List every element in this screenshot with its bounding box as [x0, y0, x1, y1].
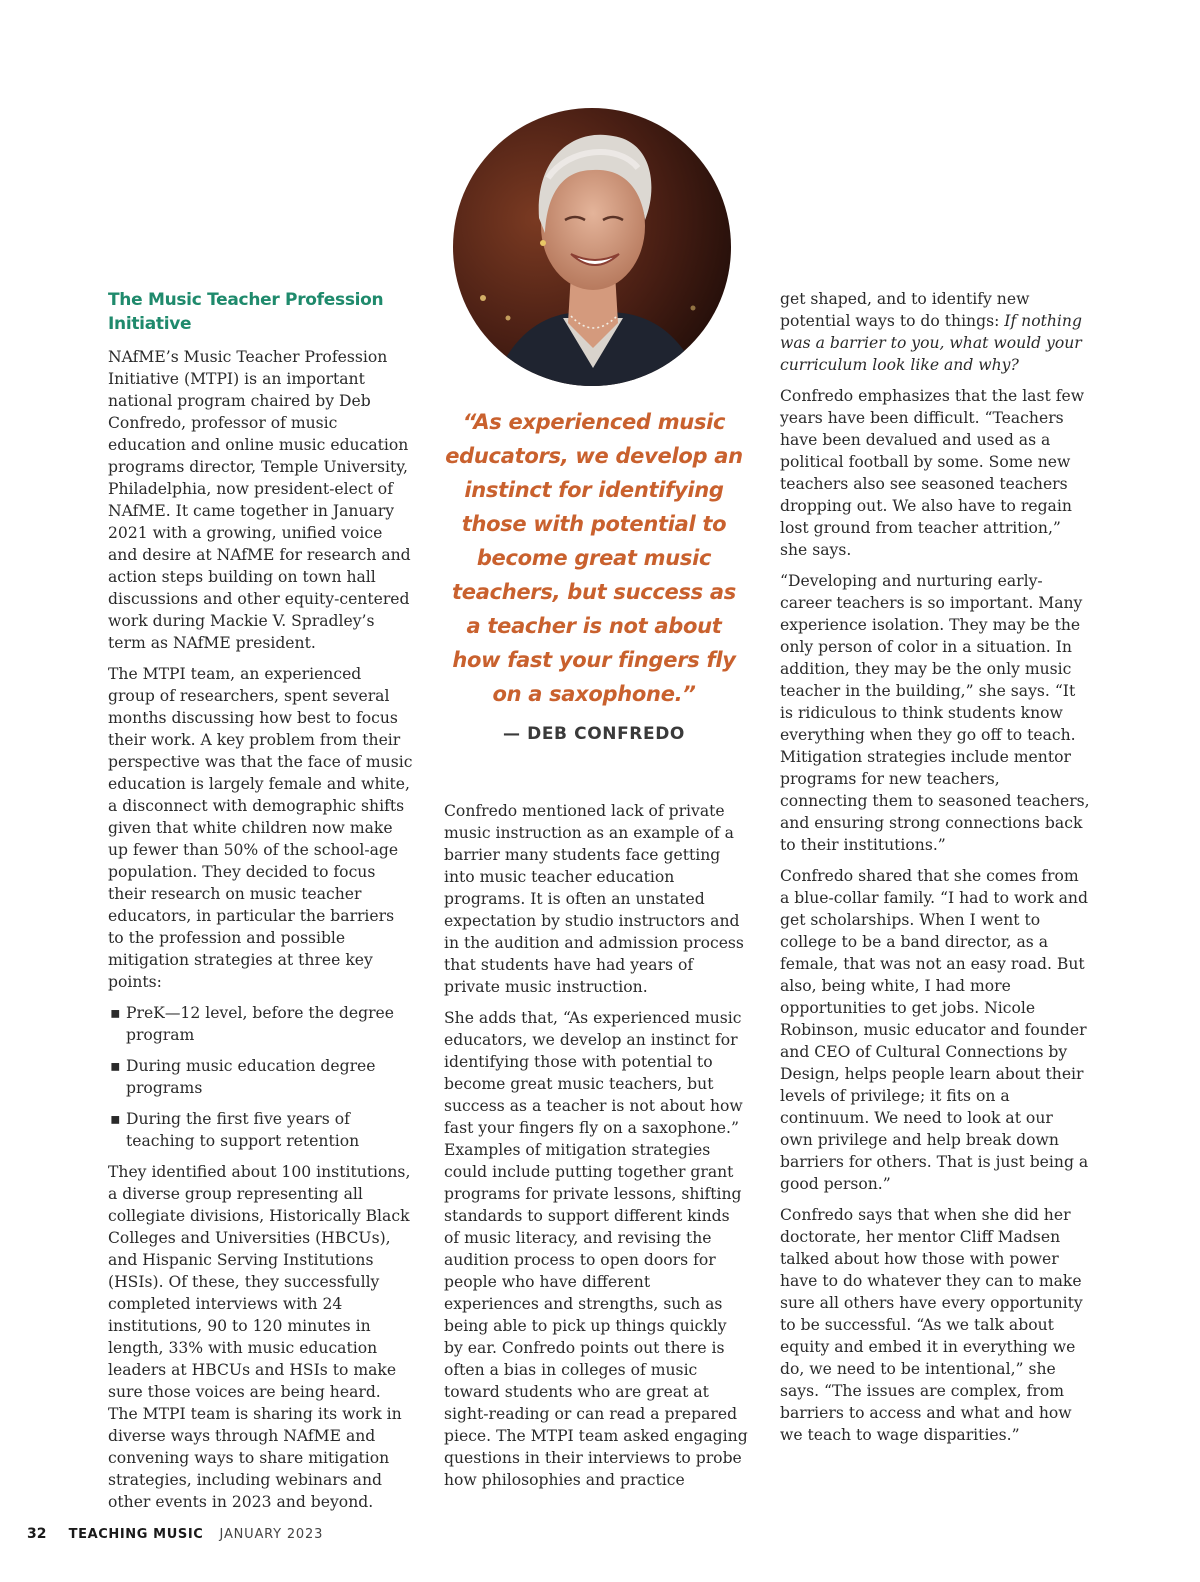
bullet-list	[108, 1002, 413, 1152]
bullet-icon: ▪	[110, 1110, 121, 1128]
bullet-item	[108, 1108, 413, 1152]
paragraph: Confredo shared that she comes from a blue-collar family. “I had to work and get scholarships. When I went to college to be a band director, as a female, that was not an easy road. But also, being white, I had more opportunities to get jobs. Nicole Robinson, music educator and founder and CEO of Cultural Connections by Design, helps people learn about their levels of privilege; it fits on a continuum. We need to look at our own privilege and help break down barriers for others. That is just being a good person.”	[780, 867, 1089, 1193]
bullet-item	[108, 1002, 413, 1046]
quote-attribution: — DEB CONFREDO	[503, 724, 685, 744]
paragraph: Confredo says that when she did her doctorate, her mentor Cliff Madsen talked about how those with power have to do whatever they can to make sure all others have every opportunity to be successful. “As we talk about equity and embed it in everything we do, we need to be intentional,” she says. “The issues are complex, from barriers to access and what and how we teach to wage disparities.”	[780, 1206, 1083, 1444]
page-footer	[27, 1526, 323, 1542]
middle-column	[444, 800, 749, 1500]
bullet-icon: ▪	[110, 1004, 121, 1022]
pull-quote: “As experienced music educators, we develop an instinct for identifying those with potential to become great music teachers, but success as a teacher is not about how fast your fingers fly on a saxophone.”	[445, 410, 743, 706]
right-column	[780, 288, 1090, 1455]
portrait-photo	[453, 108, 731, 386]
paragraph: Confredo emphasizes that the last few years have been difficult. “Teachers have been devalued and used as a political football by some. Some new teachers also see seasoned teachers dropping out. We also have to regain lost ground from teacher attrition,” she says.	[780, 387, 1085, 559]
bullet-text: PreK—12 level, before the degree program	[126, 1004, 394, 1044]
paragraph: Confredo mentioned lack of private music instruction as an example of a barrier many students face getting into music teacher education programs. It is often an unstated expectation by studio instructors and in the audition and admission process that students have had years of private music instruction.	[444, 802, 744, 996]
bullet-text: During the first five years of teaching to support retention	[126, 1110, 360, 1150]
issue-date: JANUARY 2023	[219, 1527, 324, 1542]
bullet-icon: ▪	[110, 1057, 121, 1075]
paragraph: “Developing and nurturing early-career teachers is so important. Many experience isolation. They may be the only person of color in a situation. In addition, they may be the only music teacher in the building,” she says. “It is ridiculous to think students know everything when they go off to teach. Mitigation strategies include mentor programs for new teachers, connecting them to seasoned teachers, and ensuring strong connections back to their institutions.”	[780, 572, 1090, 854]
left-column	[108, 288, 413, 1522]
bullet-text: During music education degree programs	[126, 1057, 376, 1097]
paragraph: The MTPI team, an experienced group of researchers, spent several months discussing how best to focus their work. A key problem from their perspective was that the face of music education is largely female and white, a disconnect with demographic shifts given that white children now make up fewer than 50% of the school-age population. They decided to focus their research on music teacher educators, in particular the barriers to the profession and possible mitigation strategies at three key points:	[108, 665, 413, 991]
italic-question: If nothing was a barrier to you, what would your curriculum look like and why?	[780, 312, 1082, 374]
bullet-item	[108, 1055, 413, 1099]
paragraph	[780, 288, 1090, 376]
magazine-name: TEACHING MUSIC	[68, 1527, 204, 1542]
section-heading: The Music Teacher Profession Initiative	[108, 290, 384, 334]
page-number: 32	[27, 1526, 47, 1542]
paragraph-text: get shaped, and to identify new potential ways to do things:	[780, 290, 1030, 330]
paragraph: She adds that, “As experienced music educators, we develop an instinct for identifying those with potential to become great music teachers, but success as a teacher is not about how fast your fingers fly on a saxophone.” Examples of mitigation strategies could include putting together grant programs for private lessons, shifting standards to support different kinds of music literacy, and revising the audition process to open doors for people who have different experiences and strengths, such as being able to pick up things quickly by ear. Confredo points out there is often a bias in colleges of music toward students who are great at sight-reading or can read a prepared piece. The MTPI team asked engaging questions in their interviews to probe how philosophies and practice	[444, 1009, 748, 1489]
paragraph: NAfME’s Music Teacher Profession Initiative (MTPI) is an important national program chaired by Deb Confredo, professor of music education and online music education programs director, Temple University, Philadelphia, now president-elect of NAfME. It came together in January 2021 with a growing, unified voice and desire at NAfME for research and action steps building on town hall discussions and other equity-centered work during Mackie V. Spradley’s term as NAfME president.	[108, 348, 411, 652]
paragraph: They identified about 100 institutions, a diverse group representing all collegiate divisions, Historically Black Colleges and Universities (HBCUs), and Hispanic Serving Institutions (HSIs). Of these, they successfully completed interviews with 24 institutions, 90 to 120 minutes in length, 33% with music education leaders at HBCUs and HSIs to make sure those voices are being heard. The MTPI team is sharing its work in diverse ways through NAfME and convening ways to share mitigation strategies, including webinars and other events in 2023 and beyond.	[108, 1163, 411, 1511]
